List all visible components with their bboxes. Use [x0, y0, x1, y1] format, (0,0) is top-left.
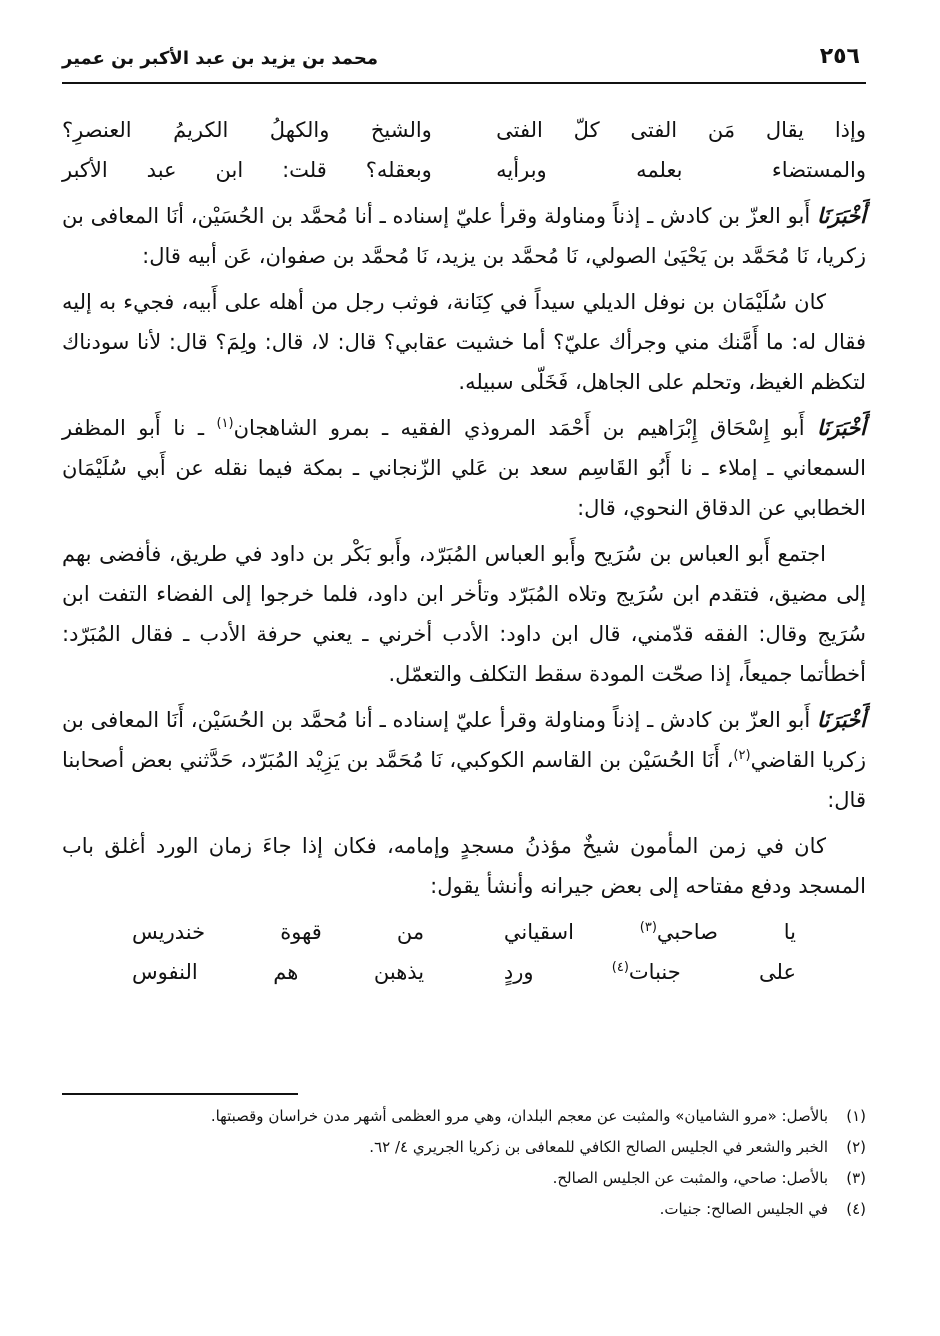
verse-line: [62, 110, 866, 150]
footnote-text: بالأصل: صاحي، والمثبت عن الجليس الصالح.: [552, 1169, 828, 1187]
verse-hemistich-left: يذهبن هم النفوس: [132, 960, 425, 984]
footnote-number: (٢): [846, 1138, 866, 1156]
verse-line: [62, 150, 866, 190]
paragraph-text: أَبو العزّ بن كادش ـ إذناً ومناولة وقرأ عليّ إسناده ـ أنا مُحمَّد بن الحُسَيْن، أَنَا المعافى بن زكريا القاضي: [62, 708, 866, 772]
akhbarana-lead: أَخْبَرَنَا: [817, 204, 866, 228]
paragraph-text: ـ نا أَبو المظفر السمعاني ـ إملاء ـ نا أَبُو القَاسِم سعد بن عَلي الزّنجاني ـ بمكة فيما نقله عن أَبي سُلَيْمَان الخطابي عن الدقاق النحوي، قال:: [62, 416, 866, 520]
paragraph-isnad-1: [62, 196, 866, 276]
verse-hemistich-right: [504, 952, 796, 992]
page-header: [62, 40, 866, 84]
verse-text: يا صاحبي: [656, 920, 796, 944]
footnote-text: بالأصل: «مرو الشاميان» والمثبت عن معجم البلدان، وهي مرو العظمى أشهر مدن خراسان وقصبتها.: [210, 1107, 828, 1125]
akhbarana-lead: أَخْبَرَنَا: [817, 416, 867, 440]
footnote-text: الخبر والشعر في الجليس الصالح الكافي للمعافى بن زكريا الجريري ٤/ ٦٢.: [369, 1138, 828, 1156]
paragraph-text: أَبو إِسْحَاق إِبْرَاهيم بن أَحْمَد المروذي الفقيه ـ بمرو الشاهجان: [233, 416, 818, 440]
footnote-number: (٣): [846, 1169, 866, 1187]
verse-hemistich-right: والمستضاء بعلمه وبرأيه: [496, 158, 866, 182]
verse-hemistich-left: وبعقله؟ قلت: ابن عبد الأكبر: [62, 158, 432, 182]
verse-text: وردٍ: [503, 960, 612, 984]
running-title: محمد بن يزيد بن عبد الأكبر بن عمير: [62, 48, 378, 69]
verse-line: [132, 952, 796, 992]
paragraph-isnad-3: [62, 700, 866, 820]
page-number: ٢٥٦: [819, 44, 860, 69]
footnote-text: في الجليس الصالح: جنيات.: [659, 1200, 828, 1218]
footnote-ref[interactable]: (٤): [611, 960, 629, 975]
verse-hemistich-right: [504, 912, 796, 952]
footnote-ref[interactable]: (٣): [639, 920, 657, 935]
verse-block-2: [62, 912, 866, 992]
paragraph-narrative-2: اجتمع أَبو العباس بن سُرَيح وأَبو العباس المُبَرّد، وأَبو بَكْر بن داود في طريق، فأفضى بهم إلى مضيق، فتقدم ابن سُرَيج وتلاه المُبَرّد وتأخر ابن داود، فلما خرجوا إلى الفضاء التفت ابن سُرَيج وقال: الفقه قدّمني، قال ابن داود: الأدب أخرني ـ يعني حرفة الأدب ـ فقال المُبَرّد: أخطأتما جميعاً، إذا صحّت المودة سقط التكلف والتعمّل.: [62, 542, 866, 686]
verse-line: [132, 912, 796, 952]
footnote-item: [62, 1163, 866, 1194]
footnote-ref[interactable]: (١): [216, 416, 234, 431]
paragraph-narrative-1: كان سُلَيْمَان بن نوفل الديلي سيداً في كِنَانة، فوثب رجل من أهله على أَبيه، فجيء به إليه فقال له: ما أَمَّنك مني وجرأك عليّ؟ أما خشيت عقابي؟ قال: لا، قال: ولِمَ؟ قال: لأنا سودناك لتكظم الغيظ، وتحلم على الجاهل، فَخَلّى سبيله.: [62, 290, 866, 394]
verse-text: على جنبات: [628, 960, 796, 984]
footnote-ref[interactable]: (٢): [733, 748, 751, 763]
verse-hemistich-right: وإذا يقال مَن الفتى كلّ الفتى: [496, 118, 866, 142]
verse-block-1: [62, 110, 866, 190]
footnote-item: [62, 1132, 866, 1163]
akhbarana-lead: أَخْبَرَنَا: [817, 708, 866, 732]
paragraph-isnad-2: [62, 408, 866, 528]
paragraph-text: أَبو العزّ بن كادش ـ إذناً ومناولة وقرأ عليّ إسناده ـ أنا مُحمَّد بن الحُسَيْن، أنَا المعافى بن زكريا، نَا مُحَمَّد بن يَحْيَىٰ الصولي، نَا مُحمَّد بن يزيد، نَا مُحمَّد بن صفوان، عَن أبيه قال:: [62, 204, 866, 268]
footnote-number: (١): [846, 1107, 866, 1125]
footnote-item: [62, 1194, 866, 1225]
verse-hemistich-left: من قهوة خندريس: [132, 920, 425, 944]
footnote-item: [62, 1101, 866, 1132]
main-text: [62, 110, 866, 998]
paragraph-narrative-3: كان في زمن المأمون شيخٌ مؤذنُ مسجدٍ وإمامه، فكان إذا جاءَ زمان الورد أغلق باب المسجد ودفع مفتاحه إلى بعض جيرانه وأنشأ يقول:: [62, 834, 866, 898]
paragraph-text: ، أَنَا الحُسَيْن بن القاسم الكوكبي، نَا مُحَمَّد بن يَزِيْد المُبَرّد، حَدَّثني بعض أصحابنا قال:: [62, 748, 866, 812]
footnote-divider: [62, 1093, 866, 1095]
verse-text: اسقياني: [503, 920, 640, 944]
footnotes: [62, 1093, 866, 1225]
verse-hemistich-left: والشيخ والكهلُ الكريمُ العنصرِ؟: [62, 118, 432, 142]
footnote-number: (٤): [846, 1200, 866, 1218]
